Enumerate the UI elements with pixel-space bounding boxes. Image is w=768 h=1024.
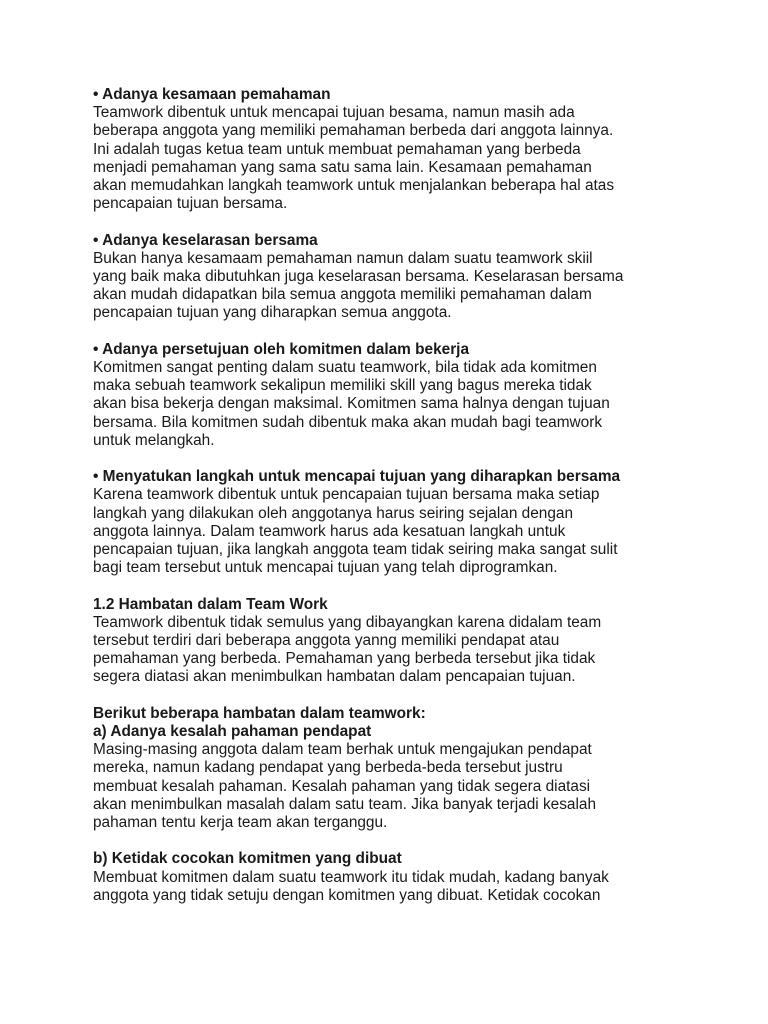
paragraph-line: pencapaian tujuan, jika langkah anggota team tidak seiring maka sangat sulit [93, 541, 618, 559]
paragraph-line: tersebut terdiri dari beberapa anggota yanng memiliki pendapat atau [93, 632, 560, 650]
paragraph-line: pemahaman yang berbeda. Pemahaman yang berbeda tersebut jika tidak [93, 650, 596, 668]
paragraph-line: Bukan hanya kesamaam pemahaman namun dalam suatu teamwork skiil [93, 249, 593, 267]
paragraph-line: akan mudah didapatkan bila semua anggota memiliki pemahaman dalam [93, 286, 592, 304]
paragraph-line: Komitmen sangat penting dalam suatu teamwork, bila tidak ada komitmen [93, 359, 597, 377]
paragraph-line: pahaman tentu kerja team akan terganggu. [93, 814, 388, 832]
paragraph-line: segera diatasi akan menimbulkan hambatan dalam pencapaian tujuan. [93, 668, 576, 686]
section-persetujuan-komitmen [93, 341, 753, 450]
section-heading: • Adanya persetujuan oleh komitmen dalam bekerja [93, 340, 470, 358]
paragraph-line: Karena teamwork dibentuk untuk pencapaian tujuan bersama maka setiap [93, 486, 600, 504]
section-kesamaan-pemahaman [93, 86, 753, 213]
section-hambatan-team-work [93, 596, 753, 687]
section-keselarasan-bersama [93, 232, 753, 323]
paragraph-line: anggota lainnya. Dalam teamwork harus ada kesatuan langkah untuk [93, 522, 566, 540]
paragraph-line: Teamwork dibentuk tidak semulus yang dibayangkan karena didalam team [93, 613, 602, 631]
paragraph-line: Ini adalah tugas ketua team untuk membuat pemahaman yang berbeda [93, 140, 581, 158]
section-menyatukan-langkah [93, 468, 753, 577]
section-beberapa-hambatan [93, 705, 753, 832]
section-heading: b) Ketidak cocokan komitmen yang dibuat [93, 850, 402, 868]
paragraph-line: mereka, namun kadang pendapat yang berbeda-beda tersebut justru [93, 759, 563, 777]
paragraph-line: untuk melangkah. [93, 431, 215, 449]
paragraph-line: Teamwork dibentuk untuk mencapai tujuan besama, namun masih ada [93, 104, 575, 122]
paragraph-line: Membuat komitmen dalam suatu teamwork itu tidak mudah, kadang banyak [93, 868, 609, 886]
paragraph-line: akan menimbulkan masalah dalam satu team. Jika banyak terjadi kesalah [93, 795, 597, 813]
section-heading: • Adanya kesamaan pemahaman [93, 86, 331, 103]
section-ketidak-cocokan-komitmen [93, 850, 753, 905]
paragraph-line: menjadi pemahaman yang sama satu sama lain. Kesamaan pemahaman [93, 158, 592, 176]
paragraph-line: beberapa anggota yang memiliki pemahaman berbeda dari anggota lainnya. [93, 122, 614, 140]
paragraph-line: langkah yang dilakukan oleh anggotanya harus seiring sejalan dengan [93, 504, 574, 522]
paragraph-line: akan memudahkan langkah teamwork untuk menjalankan beberapa hal atas [93, 177, 615, 195]
document-page [93, 86, 753, 923]
section-heading: • Adanya keselarasan bersama [93, 231, 318, 249]
paragraph-line: maka sebuah teamwork sekalipun memiliki skill yang bagus mereka tidak [93, 377, 592, 395]
paragraph-line: bagi team tersebut untuk mencapai tujuan yang telah diprogramkan. [93, 559, 558, 577]
paragraph-line: Masing-masing anggota dalam team berhak untuk mengajukan pendapat [93, 741, 592, 759]
paragraph-line: membuat kesalah pahaman. Kesalah pahaman yang tidak segera diatasi [93, 777, 591, 795]
section-heading: 1.2 Hambatan dalam Team Work [93, 595, 328, 613]
paragraph-line: pencapaian tujuan bersama. [93, 195, 288, 213]
paragraph-line: anggota yang tidak setuju dengan komitmen yang dibuat. Ketidak cocokan [93, 886, 601, 904]
section-heading: Berikut beberapa hambatan dalam teamwork: [93, 704, 426, 722]
paragraph-line: bersama. Bila komitmen sudah dibentuk maka akan mudah bagi teamwork [93, 413, 603, 431]
section-subheading: a) Adanya kesalah pahaman pendapat [93, 723, 372, 741]
section-heading: • Menyatukan langkah untuk mencapai tujuan yang diharapkan bersama [93, 468, 621, 486]
paragraph-line: yang baik maka dibutuhkan juga keselarasan bersama. Keselarasan bersama [93, 268, 624, 286]
paragraph-line: pencapaian tujuan yang diharapkan semua anggota. [93, 304, 452, 322]
paragraph-line: akan bisa bekerja dengan maksimal. Komitmen sama halnya dengan tujuan [93, 395, 610, 413]
